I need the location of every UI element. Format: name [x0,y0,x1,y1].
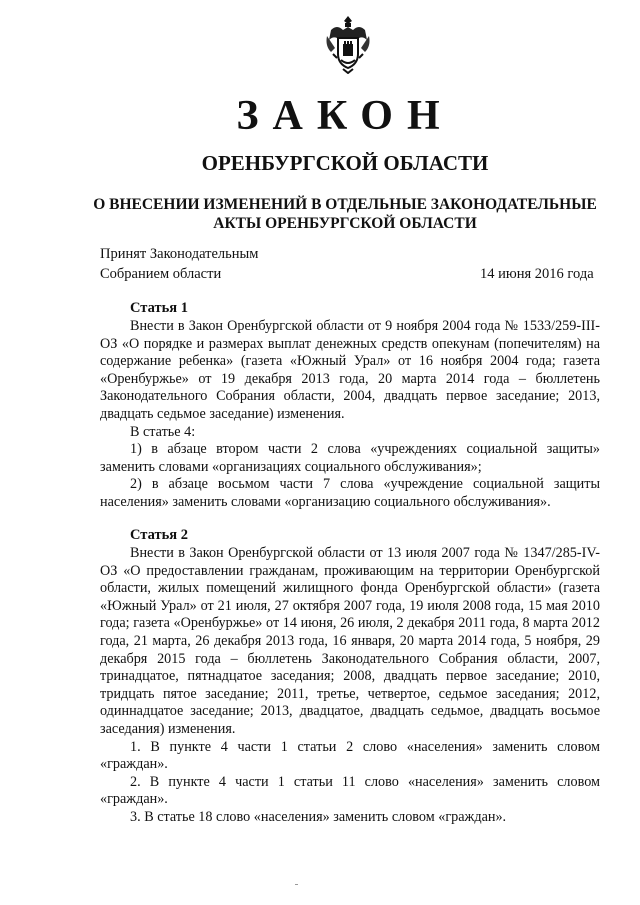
article-1-body [100,318,600,512]
article-1-paragraph: 1) в абзаце втором части 2 слова «учреждениях социальной защиты» заменить словами «организациях социального обслуживания»; [100,441,600,475]
region-title: ОРЕНБУРГСКОЙ ОБЛАСТИ [201,151,489,175]
article-1-paragraph: 2) в абзаце восьмом части 7 слова «учреждение социальной защиты населения» заменить словами «организацию социального обслуживания». [100,476,600,510]
article-2-paragraph: 3. В статье 18 слово «населения» заменить словом «граждан». [130,808,507,825]
article-1-heading: Статья 1 [130,300,188,316]
adoption-date: 14 июня 2016 года [480,266,594,282]
law-subject-line: О ВНЕСЕНИИ ИЗМЕНЕНИЙ В ОТДЕЛЬНЫЕ ЗАКОНОДАТЕЛЬНЫЕ [93,196,597,213]
article-2-paragraph: Внести в Закон Оренбургской области от 13 июля 2007 года № 1347/285-IV-ОЗ «О предоставлении гражданам, проживающим на территории Оренбургской области, жилых помещений жилищного фонда Оренбургской области» (газета «Южный Урал» от 21 июля, 27 октября 2007 года, 19 июля 2008 года, 15 мая 2010 года; газета «Оренбуржье» от 14 июня, 26 июля, 2 декабря 2011 года, 8 марта 2012 года, 21 марта, 26 декабря 2013 года, 16 января, 20 марта 2014 года, 5 ноября, 29 декабря 2015 года – бюллетень Законодательного Собрания области, 2007, тринадцатое, пятнадцатое заседания; 2008, двадцать первое заседание; 2010, тридцать пятое заседание; 2011, третье, четвертое, седьмое заседания; 2012, одиннадцатое заседание; 2013, двадцатое, двадцать седьмое, двадцать восьмое заседания) изменения. [100,545,600,737]
law-subject-line: АКТЫ ОРЕНБУРГСКОЙ ОБЛАСТИ [213,215,477,232]
adoption-line: Принят Законодательным [100,246,259,262]
law-subject [90,195,600,233]
article-2-paragraph: 1. В пункте 4 части 1 статьи 2 слово «населения» заменить словом «граждан». [100,738,600,773]
scan-mark [295,884,298,885]
article-1-paragraph: В статье 4: [130,423,196,440]
article-2-body [100,545,600,827]
coat-of-arms-icon [323,14,373,74]
law-title: ЗАКОН [236,93,454,139]
article-2-heading: Статья 2 [130,527,188,543]
adoption-line: Собранием области [100,266,222,282]
article-1-paragraph: Внести в Закон Оренбургской области от 9 ноября 2004 года № 1533/259-III-ОЗ «О порядке и размерах выплат денежных средств опекунам (попечителям) на содержание ребенка» (газета «Южный Урал» от 16 ноября 2004 года; газета «Оренбуржье» от 19 декабря 2013 года, 20 марта 2014 года – бюллетень Законодательного Собрания области, 2004, двадцать первое заседание; 2013, двадцать седьмое заседание) изменения. [100,318,600,422]
adoption-statement [100,244,258,284]
article-2-paragraph: 2. В пункте 4 части 1 статьи 11 слово «населения» заменить словом «граждан». [100,773,600,808]
